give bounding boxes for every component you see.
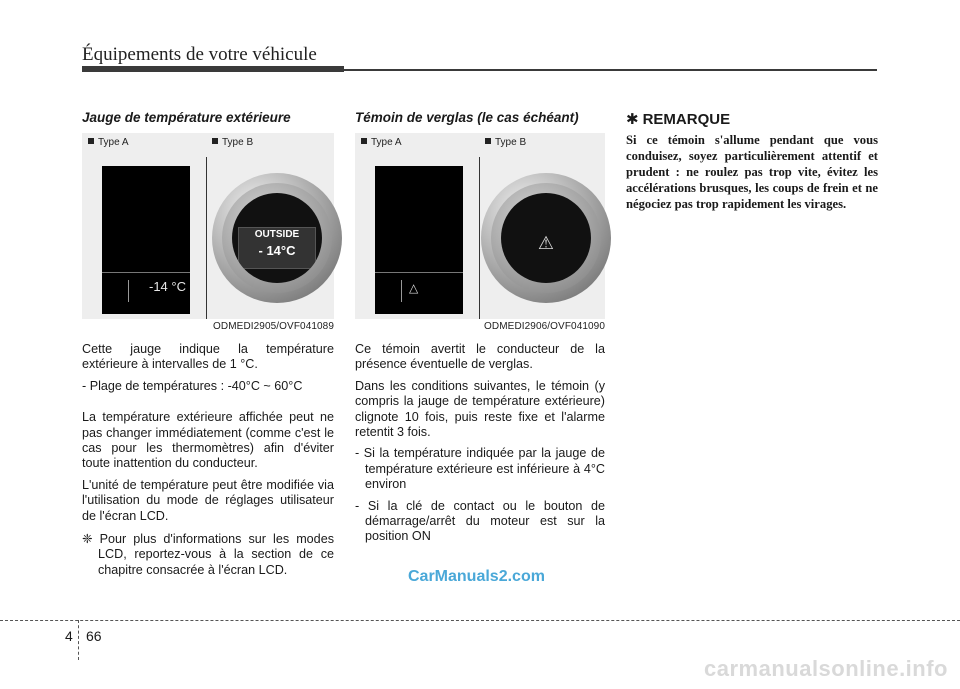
paragraph: Ce témoin avertit le conducteur de la présence éventuelle de verglas. (355, 342, 605, 372)
lcd-line (102, 272, 190, 273)
figure-divider (479, 157, 480, 319)
star-cross-icon: ✱ (626, 111, 639, 128)
snowflake-road-icon: ⚠ (537, 233, 555, 253)
figure-label-a (361, 137, 402, 148)
lcd-display (375, 166, 463, 314)
site-watermark: carmanualsonline.info (704, 656, 948, 681)
header-rule-thin (344, 69, 877, 71)
watermark-link[interactable]: CarManuals2.com (408, 568, 545, 585)
square-icon (88, 138, 94, 144)
lcd-display (102, 166, 190, 314)
label-text: Type B (495, 137, 527, 148)
outside-temperature-column (82, 110, 334, 578)
figure-label-a (88, 137, 129, 148)
remark-title-text: REMARQUE (642, 111, 731, 128)
lcd-tick (128, 280, 129, 302)
figure-label-b (485, 137, 526, 148)
paragraph: Cette jauge indique la température extérieure à intervalles de 1 °C. (82, 342, 334, 372)
frost-warning-column (355, 110, 605, 551)
section-number: 4 (65, 628, 73, 644)
paragraph: Dans les conditions suivantes, le témoin (y compris la jauge de température extérieure) clignote 10 fois, puis reste fixe et l'alarme retentit 3 fois. (355, 378, 605, 440)
square-icon (212, 138, 218, 144)
section-title: Témoin de verglas (le cas échéant) (355, 110, 579, 125)
gauge-face (232, 193, 322, 283)
section-title: Jauge de température extérieure (82, 110, 291, 125)
header-rule-thick (82, 66, 344, 72)
gauge-value: - 14°C (258, 243, 296, 258)
label-text: Type A (98, 137, 129, 148)
lcd-readout: -14 °C (149, 279, 186, 294)
paragraph: - Plage de températures : -40°C ~ 60°C (82, 378, 303, 393)
lcd-tick (401, 280, 402, 302)
list-item: - Si la température indiquée par la jauge de température extérieure est inférieure à 4°C environ (355, 446, 605, 492)
square-icon (485, 138, 491, 144)
list-item: - Si la clé de contact ou le bouton de démarrage/arrêt du moteur est sur la position ON (355, 498, 605, 544)
snowflake-road-icon: △ (409, 281, 419, 295)
figure-divider (206, 157, 207, 319)
analog-gauge (212, 173, 342, 303)
page-title: Équipements de votre véhicule (82, 44, 317, 65)
note: ❈ Pour plus d'informations sur les modes LCD, reportez-vous à la section de ce chapitre consacrée à l'écran LCD. (82, 532, 334, 577)
frost-warning-figure (355, 133, 605, 319)
label-text: Type A (371, 137, 402, 148)
remark-body: Si ce témoin s'allume pendant que vous conduisez, soyez particulièrement attentif et prudent : ne roulez pas trop vite, évitez les accélérations brusques, les coups de frein et ne négociez pas trop rapidement les virages. (626, 133, 878, 211)
footer-divider (78, 620, 79, 660)
label-text: Type B (222, 137, 254, 148)
analog-gauge (481, 173, 611, 303)
paragraph: La température extérieure affichée peut ne pas changer immédiatement (comme c'est le cas pour les thermomètres) afin d'éviter toute inattention du conducteur. (82, 410, 334, 471)
lcd-line (375, 272, 463, 273)
footer-rule (0, 620, 960, 621)
figure-caption: ODMEDI2905/OVF041089 (213, 321, 334, 332)
figure-caption: ODMEDI2906/OVF041090 (484, 321, 605, 332)
square-icon (361, 138, 367, 144)
page-number: 66 (86, 628, 102, 644)
outside-temp-figure (82, 133, 334, 319)
gauge-label: OUTSIDE (254, 229, 300, 240)
figure-label-b (212, 137, 253, 148)
remark-column (626, 110, 878, 212)
paragraph: L'unité de température peut être modifiée via l'utilisation du mode de réglages utilisateur de l'écran LCD. (82, 477, 334, 523)
gauge-face (501, 193, 591, 283)
remark-heading (626, 110, 878, 128)
